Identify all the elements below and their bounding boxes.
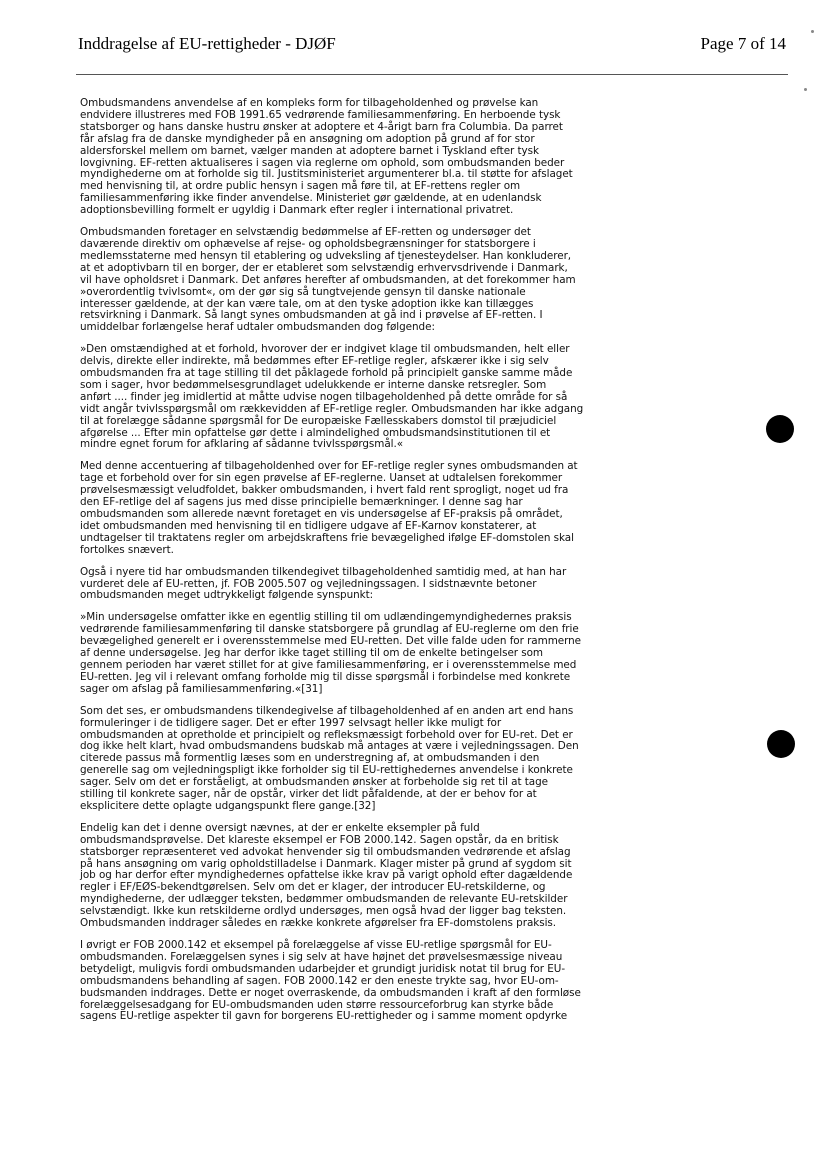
page-number: Page 7 of 14 (700, 34, 786, 53)
punch-hole (766, 415, 794, 443)
paragraph: I øvrigt er FOB 2000.142 et eksempel på forelæggelse af visse EU-retlige spørgsmål for EU- ombudsmanden. Forelæggelsen synes i sig selv at have højnet det prøvelsesmæssige niveau betydeligt, muligvis fordi ombudsmanden udarbejder et grundigt juridisk notat til brug for EU- ombudsmandens behandling af sagen. FOB 2000.142 er den eneste trykte sag, hvor EU-om- budsmanden inddrages. Dette er noget overraskende, da ombudsmanden i kraft af den formløse forelæggelsesadgang for EU-ombudsmanden uden større ressourceforbrug kan styrke både sagens EU-retlige aspekter til gavn for borgerens EU-rettigheder og i samme moment opdyrke (80, 939, 581, 1023)
punch-hole (767, 730, 795, 758)
block-quote: »Den omstændighed at et forhold, hvorover der er indgivet klage til ombudsmanden, helt eller delvis, direkte eller indirekte, må bedømmes efter EF-retlige regler, afskærer ikke i sig selv ombudsmanden fra at tage stilling til det påklagede forhold på principielt ganske samme måde som i sager, hvor bedømmelsesgrundlaget udelukkende er interne danske retsregler. Som anført .... finder jeg imidlertid at måtte udvise nogen tilbageholdenhed på dette område for så vidt angår tvivlsspørgsmål om rækkevidden af EF-retlige regler. Ombudsmanden har ikke adgang til at forelægge sådanne spørgsmål for De europæiske Fællesskabers domstol til præjudiciel afgørelse ... Efter min opfattelse gør dette i almindelighed ombudsmandsinstitutionen til et mindre egnet forum for afklaring af sådanne tvivlsspørgsmål.« (80, 343, 584, 451)
block-quote: »Min undersøgelse omfatter ikke en egentlig stilling til om udlændingemyndighedernes praksis vedrørende familiesammenføring til danske statsborgere på grundlag af EU-reglerne om den frie bevægelighed generelt er i overensstemmelse med EU-retten. Det ville falde uden for rammerne af denne undersøgelse. Jeg har derfor ikke taget stilling til om de enkelte betingelser som gennem perioden har været stillet for at give familiesammenføring, er i overensstemmelse med EU-retten. Jeg vil i relevant omfang forholde mig til disse spørgsmål i forbindelse med konkrete sager om afslag på familiesammenføring.«[31] (80, 611, 582, 695)
scan-speck (811, 30, 814, 33)
paragraph: Ombudsmandens anvendelse af en kompleks form for tilbageholdenhed og prøvelse kan endvidere illustreres med FOB 1991.65 vedrørende familiesammenføring. En herboende tysk statsborger og hans danske hustru ønsker at adoptere et 4-årigt barn fra Columbia. Da parret får afslag fra de danske myndigheder på en ansøgning om adoption på grund af for stor aldersforskel mellem om barnet, vælger manden at adoptere barnet i Tyskland efter tysk lovgivning. EF-retten aktualiseres i sagen via reglerne om ophold, som ombudsmanden beder myndighederne om at forholde sig til. Justitsministeriet argumenterer bl.a. til støtte for afslaget med henvisning til, at ordre public hensyn i sagen må føre til, at EF-rettens regler om familiesammenføring ikke finder anvendelse. Ministeriet gør gældende, at en udenlandsk adoptionsbevilling formelt er ugyldig i Danmark efter regler i international privatret. (80, 97, 573, 217)
paragraph: Også i nyere tid har ombudsmanden tilkendegivet tilbageholdenhed samtidig med, at han har vurderet dele af EU-retten, jf. FOB 2005.507 og vejledningssagen. I sidstnævnte betoner ombudsmanden meget udtrykkeligt følgende synspunkt: (80, 565, 567, 602)
header-divider (76, 74, 788, 75)
paragraph: Som det ses, er ombudsmandens tilkendegivelse af tilbageholdenhed af en anden art end hans formuleringer i de tidligere sager. Det er efter 1997 selvsagt heller ikke muligt for ombudsmanden at opretholde et principielt og refleksmæssigt forbehold over for EU-ret. Det er dog ikke helt klart, hvad ombudsmandens budskab må antages at være i vejledningssagen. Den citerede passus må formentlig læses som en understregning af, at ombudsmanden i den generelle sag om vejledningspligt ikke forholder sig til EU-rettighedernes anvendelse i konkrete sager. Selv om det er forståeligt, at ombudsmanden ønsker at forbeholde sig ret til at tage stilling til konkrete sager, når de opstår, virker det lidt påfaldende, at der er behov for at eksplicitere dette oplagte udgangspunkt flere gange.[32] (80, 704, 579, 812)
document-title: Inddragelse af EU-rettigheder - DJØF (78, 34, 336, 53)
paragraph: Med denne accentuering af tilbageholdenhed over for EF-retlige regler synes ombudsmanden at tage et forbehold over for sin egen prøvelse af EF-reglerne. Uanset at udtalelsen forekommer prøvelsesmæssigt veludfoldet, bakker ombudsmanden, i hvert fald rent sprogligt, noget ud fra den EF-retlige del af sagens jus med disse principielle bemærkninger. I denne sag har ombudsmanden som allerede nævnt foretaget en vis undersøgelse af EF-praksis på området, idet ombudsmanden med henvisning til en tidligere udgave af EF-Karnov konstaterer, at undtagelser til traktatens regler om arbejdskraftens frie bevægelighed ifølge EF-domstolen skal fortolkes snævert. (80, 460, 578, 556)
paragraph: Ombudsmanden foretager en selvstændig bedømmelse af EF-retten og undersøger det daværende direktiv om ophævelse af rejse- og opholdsbegrænsninger for statsborgere i medlemsstaterne med hensyn til etablering og udveksling af tjenesteydelser. Han konkluderer, at et adoptivbarn til en borger, der er etableret som selvstændig erhvervsdrivende i Danmark, vil have opholdsret i Danmark. Det anføres herefter af ombudsmanden, at det forekommer ham »overordentlig tvivlsomt«, om der gør sig så tungtvejende gensyn til danske nationale interesser gældende, at der kan være tale, om at den tyske adoption ikke kan tillægges retsvirkning i Danmark. Så langt synes ombudsmanden at gå ind i prøvelse af EF-retten. I umiddelbar forlængelse heraf udtaler ombudsmanden dog følgende: (80, 226, 576, 334)
paragraph: Endelig kan det i denne oversigt nævnes, at der er enkelte eksempler på fuld ombudsmandsprøvelse. Det klareste eksempel er FOB 2000.142. Sagen opstår, da en britisk statsborger repræsenteret ved advokat henvender sig til ombudsmanden vedrørende et afslag på hans ansøgning om varig opholdstilladelse i Danmark. Klager mister på grund af sygdom sit job og har derfor efter myndighedernes opfattelse ikke krav på varigt ophold efter dagældende regler i EF/EØS-bekendtgørelsen. Selv om det er klager, der introducer EU-retskilderne, og myndighederne, der udlægger teksten, bedømmer ombudsmanden de relevante EU-retskilder selvstændigt. Ikke kun retskilderne ordlyd undersøges, men også hvad der ligger bag teksten. Ombudsmanden inddrager således en række konkrete afgørelser fra EF-domstolens praksis. (80, 821, 573, 930)
document-body (80, 98, 606, 1033)
scan-speck (804, 88, 807, 91)
